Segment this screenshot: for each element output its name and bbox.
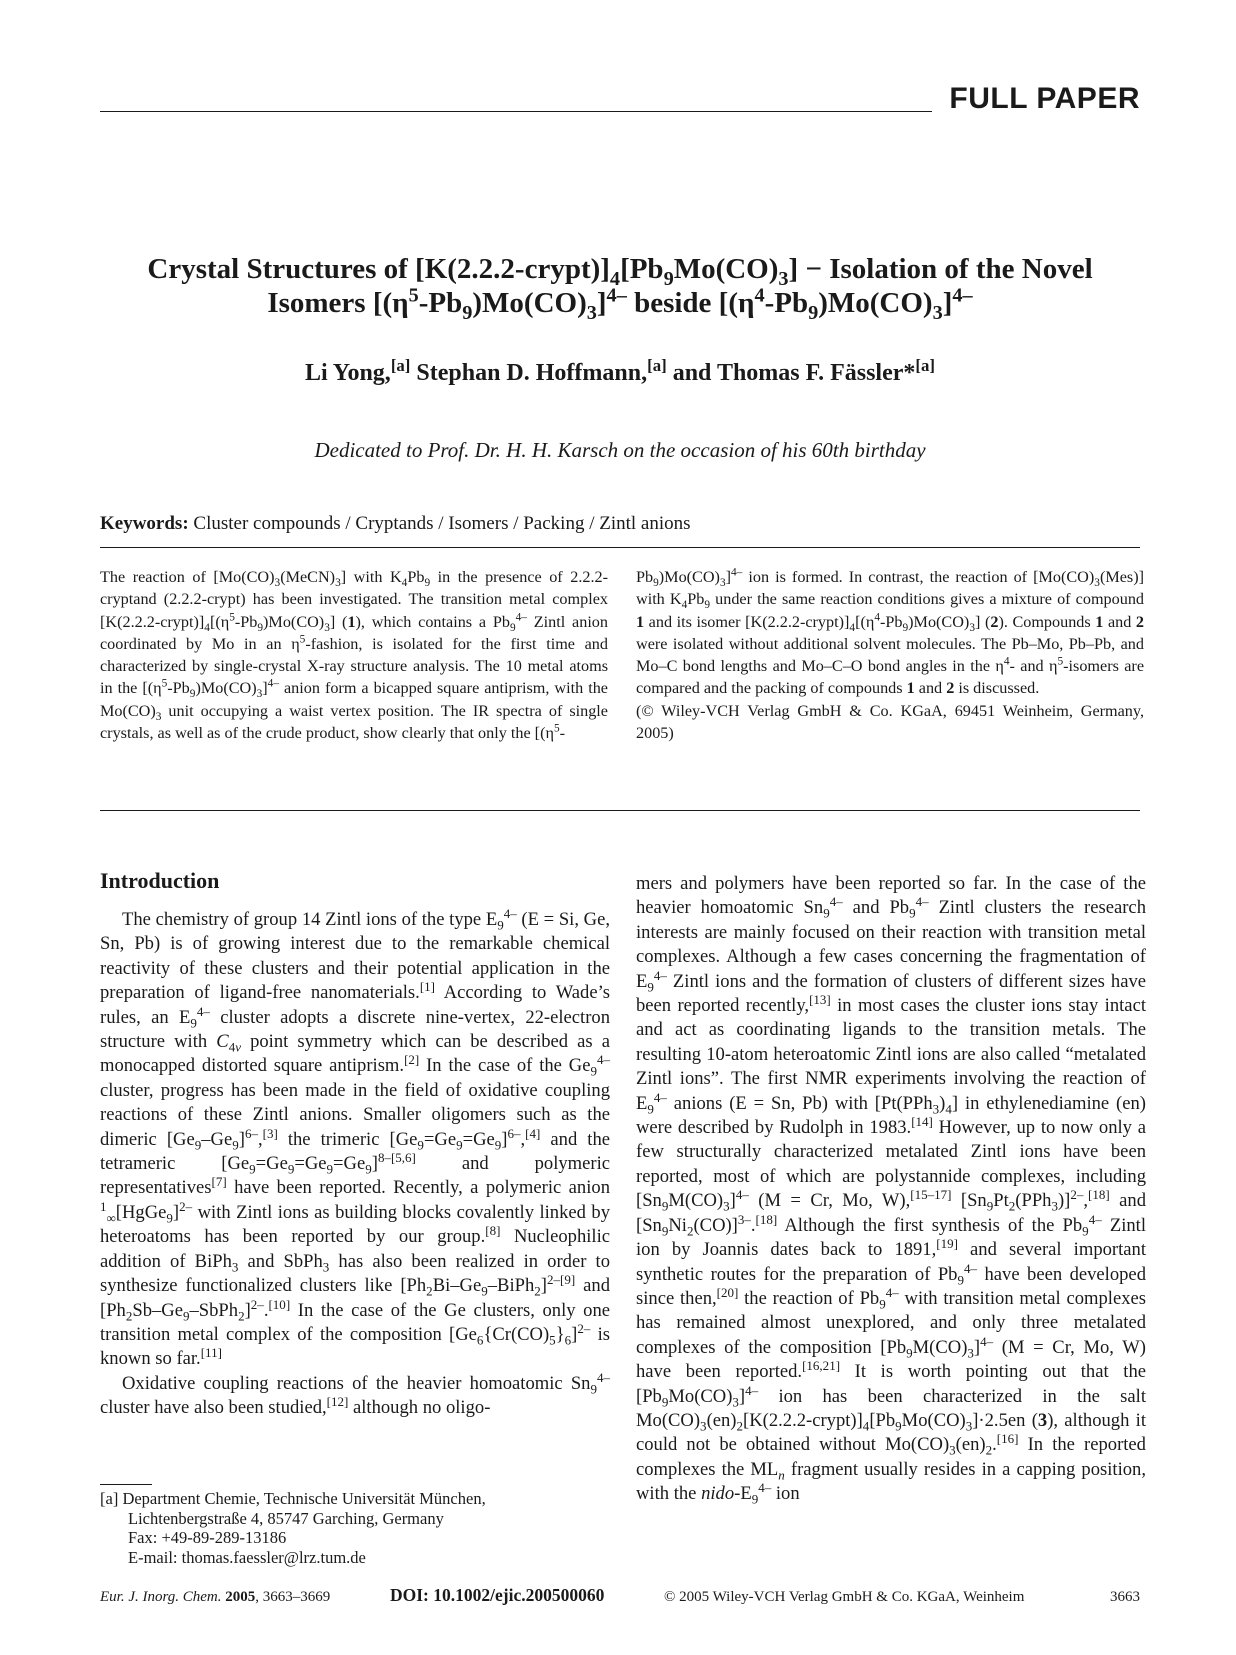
keywords-text: Cluster compounds / Cryptands / Isomers / Packing / Zintl anions	[193, 513, 691, 534]
intro-paragraph-1: The chemistry of group 14 Zintl ions of the type $E_9^{4-}$ (E = Si, Ge, Sn, Pb) is of growing interest due to the remarkable chemical reactivity of these clusters and their potential application in the preparation of ligand-free nanomaterials.[1] According to Wade’s rules, an $E_9^{4-}$ cluster adopts a discrete nine-vertex, 22-electron structure with $C_{4v}$ point symmetry which can be described as a monocapped distorted square antiprism.[2] In the case of the $Ge_9^{4-}$ cluster, progress has been made in the field of oxidative coupling reactions of these Zintl anions. Smaller oligomers such as the dimeric $[Ge_9-Ge_9]^{6-},[3]$ the trimeric $[Ge_9=Ge_9=Ge_9]^{6-},[4]$ and the tetrameric $[Ge_9=Ge_9=Ge_9=Ge_9]^{8-[5,6]}$ and polymeric representatives[7] have been reported. Recently, a polymeric anion $^1_\infty$[HgGe$_9$]$^{2-}$ with Zintl ions as building blocks covalently linked by heteroatoms has been reported by our group.[8] Nucleophilic addition of BiPh$_3$ and SbPh$_3$ has also been realized in order to synthesize functionalized clusters like $[Ph_2Bi-Ge_9-BiPh_2]^{2-[9]}$ and $[Ph_2Sb-Ge_9-SbPh_2]^{2-}.[10]$ In the case of the Ge clusters, only one transition metal complex of the composition $[Ge_6\{Cr(CO)_5\}_6]^{2-}$ is known so far.[11]	[100, 905, 611, 1370]
body-left-column	[100, 868, 611, 1421]
affiliation-footnote	[100, 1484, 610, 1567]
doi: DOI: 10.1002/ejic.200500060	[390, 1585, 605, 1605]
abstract-right-column	[636, 566, 1144, 744]
footnote-email: E-mail: thomas.faessler@lrz.tum.de	[128, 1547, 366, 1567]
title-line-1: Crystal Structures of $[K(2.2.2-crypt)]_4[Pb_9Mo(CO)_3]$ − Isolation of the Novel	[147, 253, 1093, 290]
body-right-column	[636, 872, 1146, 1507]
journal-year: 2005	[225, 1589, 256, 1605]
intro-paragraph-continued: mers and polymers have been reported so far. In the case of the heavier homoatomic $Sn_9^{4-}$ and $Pb_9^{4-}$ Zintl clusters the research interests are mainly focused on their reaction with transition metal complexes. Although a few cases concerning the fragmentation of $E_9^{4-}$ Zintl ions and the formation of clusters of different sizes have been reported recently,[13] in most cases the cluster ions stay intact and act as coordinating ligands to the transition metals. The resulting 10-atom heteroatomic Zintl ions are also called “metalated Zintl ions”. The first NMR experiments involving the reaction of $E_9^{4-}$ anions (E = Sn, Pb) with $[Pt(PPh_3)_4]$ in ethylenediamine (en) were described by Rudolph in 1983.[14] However, up to now only a few structurally characterized metalated Zintl ions have been reported, most of which are polystannide complexes, including $[Sn_9M(CO)_3]^{4-}$ (M = Cr, Mo, W),[15–17] $[Sn_9Pt_2(PPh_3)]^{2-},[18]$ and $[Sn_9Ni_2(CO)]^{3-}.[18]$ Although the first synthesis of the $Pb_9^{4-}$ Zintl ion by Joannis dates back to 1891,[19] and several important synthetic routes for the preparation of $Pb_9^{4-}$ have been developed since then,[20] the reaction of $Pb_9^{4-}$ with transition metal complexes has remained almost unexplored, and only three metalated complexes of the composition $[Pb_9M(CO)_3]^{4-}$ (M = Cr, Mo, W) have been reported.[16,21] It is worth pointing out that the $[Pb_9Mo(CO)_3]^{4-}$ ion has been characterized in the salt $Mo(CO)_3(en)_2[K(2.2.2-crypt)]_4[Pb_9Mo(CO)_3]\cdot 2.5en$ (3), although it could not be obtained without $Mo(CO)_3(en)_2.[16]$ In the reported complexes the $ML_n$ fragment usually resides in a capping position, with the nido-$E_9^{4-}$ ion	[636, 873, 1147, 1507]
journal-name: Eur. J. Inorg. Chem.	[100, 1589, 222, 1605]
abstract-right-text: $Pb_9)Mo(CO)_3]^{4-}$ ion is formed. In contrast, the reaction of $[Mo(CO)_3(Mes)]$ with $K_4Pb_9$ under the same reaction conditions gives a mixture of compound 1 and its isomer $[K(2.2.2-crypt)]_4[(\eta^4-Pb_9)Mo(CO)_3]$ (2). Compounds 1 and 2 were isolated without additional solvent molecules. The Pb–Mo, Pb–Pb, and Mo–C bond lengths and Mo–C–O bond angles in the $\eta^4-$ and $\eta^5$-isomers are compared and the packing of compounds 1 and 2 is discussed.	[636, 566, 1145, 698]
page-footer	[100, 1585, 1140, 1611]
footnote-line-2: Lichtenbergstraße 4, 85747 Garching, Germany	[128, 1508, 444, 1528]
abstract-copyright: (© Wiley-VCH Verlag GmbH & Co. KGaA, 69451 Weinheim, Germany, 2005)	[636, 701, 1144, 743]
dedication: Dedicated to Prof. Dr. H. H. Karsch on the occasion of his 60th birthday	[314, 438, 926, 462]
footnote-line-1: [a] Department Chemie, Technische Universität München,	[100, 1489, 486, 1508]
journal-pages: , 3663–3669	[255, 1589, 331, 1605]
section-label: FULL PAPER	[949, 82, 1140, 115]
header-rule	[100, 111, 932, 112]
running-header	[100, 80, 1140, 116]
abstract-left-column: The reaction of $[Mo(CO)_3(MeCN)_3]$ with $K_4Pb_9$ in the presence of 2.2.2-cryptand (2.2.2-crypt) has been investigated. The transition metal complex $[K(2.2.2-crypt)]_4[(\eta^5-Pb_9)Mo(CO)_3]$ (1), which contains a $Pb_9^{4-}$ Zintl anion coordinated by Mo in an $\eta^5$-fashion, is isolated for the first time and characterized by single-crystal X-ray structure analysis. The 10 metal atoms in the $[(\eta^5-Pb_9)Mo(CO)_3]^{4-}$ anion form a bicapped square antiprism, with the $Mo(CO)_3$ unit occupying a waist vertex position. The IR spectra of single crystals, as well as of the crude product, show clearly that only the [($\eta^5-$	[100, 568, 608, 743]
section-heading-introduction: Introduction	[100, 868, 220, 893]
intro-paragraph-2: Oxidative coupling reactions of the heavier homoatomic $Sn_9^{4-}$ cluster have also been studied,[12] although no oligo-	[100, 1369, 610, 1419]
abstract-top-rule	[100, 547, 1140, 548]
footer-copyright: © 2005 Wiley-VCH Verlag GmbH & Co. KGaA, Weinheim	[664, 1589, 1025, 1605]
journal-citation	[100, 1585, 330, 1609]
author-list: Li Yong,[a] Stephan D. Hoffmann,[a] and Thomas F. Fässler*[a]	[305, 356, 935, 386]
keywords	[100, 512, 1140, 536]
title-line-2: Isomers $[(\eta^5-Pb_9)Mo(CO)_3]^{4-}$ beside $[(\eta^4-Pb_9)Mo(CO)_3]^{4-}$	[267, 284, 973, 324]
keywords-label: Keywords:	[100, 513, 189, 534]
abstract-bottom-rule	[100, 810, 1140, 811]
footnote-line-3: Fax: +49-89-289-13186	[128, 1528, 287, 1547]
page-number: 3663	[1110, 1589, 1140, 1605]
article-title	[100, 252, 1140, 324]
footnote-rule	[100, 1484, 152, 1485]
